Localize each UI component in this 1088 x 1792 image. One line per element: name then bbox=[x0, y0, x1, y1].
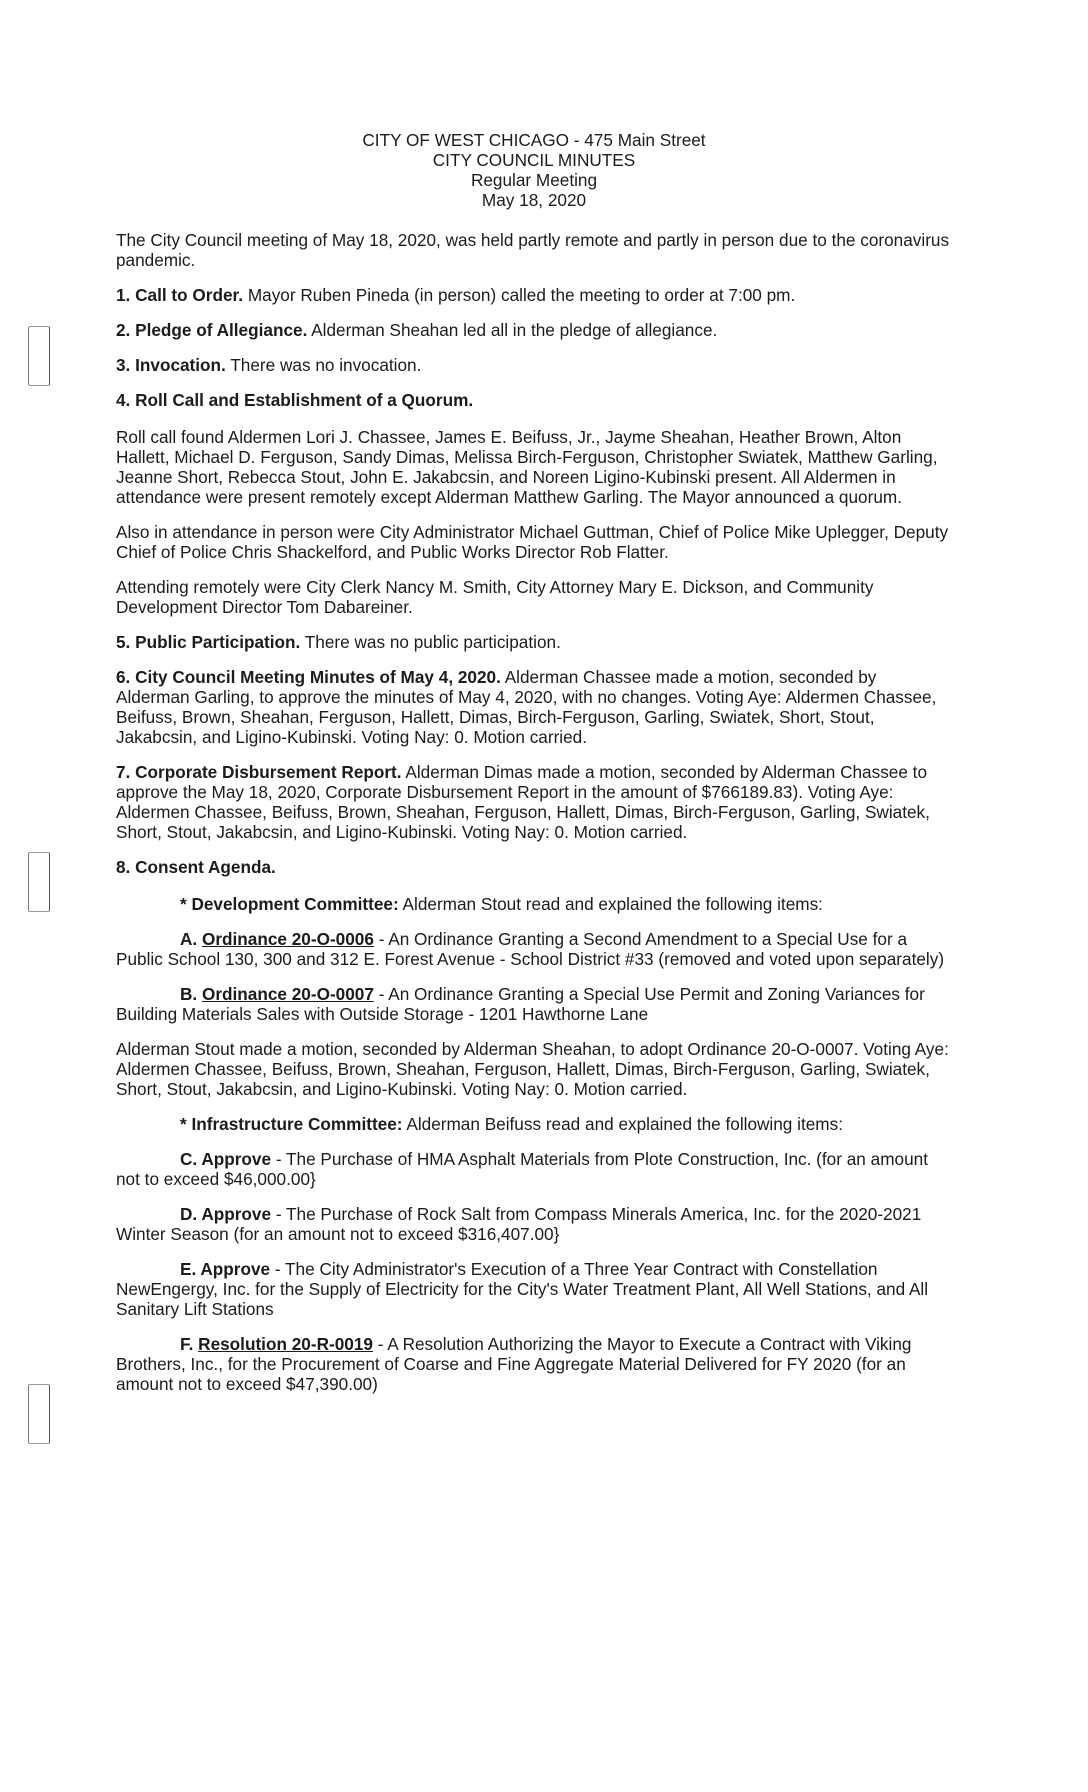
item-text: - The Purchase of Rock Salt from Compass Minerals America, Inc. for the 2020-2021 Winter Season (for an amount not to exceed $316,407.00} bbox=[116, 1204, 922, 1244]
ordinance-link: Ordinance 20-O-0007 bbox=[201, 984, 374, 1004]
consent-item-c bbox=[116, 1149, 952, 1189]
committee-text: Alderman Stout read and explained the following items: bbox=[398, 894, 823, 914]
item-heading: 4. Roll Call and Establishment of a Quorum. bbox=[116, 390, 474, 410]
header-meeting-type: Regular Meeting bbox=[470, 170, 598, 190]
item-consent-agenda bbox=[116, 857, 952, 877]
item-heading: 2. Pledge of Allegiance. bbox=[116, 320, 308, 340]
committee-heading: * Development Committee: bbox=[180, 894, 399, 914]
document-header bbox=[116, 130, 952, 210]
header-title: CITY COUNCIL MINUTES bbox=[432, 150, 636, 170]
item-heading: 6. City Council Meeting Minutes of May 4, 2020. bbox=[116, 667, 501, 687]
item-heading: 1. Call to Order. bbox=[116, 285, 244, 305]
header-date: May 18, 2020 bbox=[481, 190, 587, 210]
item-text: There was no public participation. bbox=[300, 632, 561, 652]
item-public-participation bbox=[116, 632, 952, 652]
header-city-address: CITY OF WEST CHICAGO - 475 Main Street bbox=[362, 130, 706, 150]
item-text: - A Resolution Authorizing the Mayor to Execute a Contract with Viking Brothers, Inc., for the Procurement of Coarse and Fine Aggregate Material Delivered for FY 2020 (for an amount not to exceed $47,390.00) bbox=[116, 1334, 912, 1394]
binder-hole-mark bbox=[28, 1384, 50, 1444]
item-text: - An Ordinance Granting a Second Amendment to a Special Use for a Public School 130, 300 and 312 E. Forest Avenue - School District #33 (removed and voted upon separately) bbox=[116, 929, 945, 969]
infrastructure-committee bbox=[116, 1114, 952, 1134]
motion-ordinance-b: Alderman Stout made a motion, seconded by Alderman Sheahan, to adopt Ordinance 20-O-0007. Voting Aye: Aldermen Chassee, Beifuss, Brown, Sheahan, Ferguson, Hallett, Dimas, Birch-Ferguson, Garling, Swiatek, Short, Stout, Jakabcsin, and Ligino-Kubinski. Voting Nay: 0. Motion carried. bbox=[116, 1039, 949, 1099]
item-heading: 8. Consent Agenda. bbox=[116, 857, 276, 877]
item-heading: 7. Corporate Disbursement Report. bbox=[116, 762, 402, 782]
development-committee bbox=[116, 894, 952, 914]
item-text: Alderman Sheahan led all in the pledge of allegiance. bbox=[307, 320, 718, 340]
binder-hole-mark bbox=[28, 852, 50, 912]
item-letter: F. bbox=[180, 1334, 194, 1354]
consent-item-e bbox=[116, 1259, 952, 1319]
intro-paragraph: The City Council meeting of May 18, 2020, was held partly remote and partly in person due to the coronavirus pandemic. bbox=[116, 230, 950, 270]
consent-item-a bbox=[116, 929, 952, 969]
minutes-document bbox=[116, 130, 952, 1409]
item-call-to-order bbox=[116, 285, 952, 305]
item-pledge bbox=[116, 320, 952, 340]
committee-heading: * Infrastructure Committee: bbox=[180, 1114, 403, 1134]
attendance-remote-paragraph: Attending remotely were City Clerk Nancy M. Smith, City Attorney Mary E. Dickson, and Community Development Director Tom Dabareiner. bbox=[116, 577, 874, 617]
item-text: Alderman Dimas made a motion, seconded by Alderman Chassee to approve the May 18, 2020, Corporate Disbursement Report in the amount of $766189.83). Voting Aye: Aldermen Chassee, Beifuss, Brown, Sheahan, Ferguson, Hallett, Dimas, Birch-Ferguson, Garling, Swiatek, Short, Stout, Jakabcsin, and Ligino-Kubinski. Voting Nay: 0. Motion carried. bbox=[116, 762, 930, 842]
consent-item-f bbox=[116, 1334, 952, 1394]
item-text: - The City Administrator's Execution of a Three Year Contract with Constellation NewEngergy, Inc. for the Supply of Electricity for the City's Water Treatment Plant, All Well Stations, and All Sanitary Lift Stations bbox=[116, 1259, 929, 1319]
item-text: - The Purchase of HMA Asphalt Materials from Plote Construction, Inc. (for an amount not to exceed $46,000.00} bbox=[116, 1149, 928, 1189]
item-letter: B. bbox=[180, 984, 198, 1004]
item-heading: E. Approve bbox=[180, 1259, 271, 1279]
committee-text: Alderman Beifuss read and explained the following items: bbox=[402, 1114, 843, 1134]
item-text: Alderman Chassee made a motion, seconded by Alderman Garling, to approve the minutes of May 4, 2020, with no changes. Voting Aye: Aldermen Chassee, Beifuss, Brown, Sheahan, Ferguson, Hallett, Dimas, Birch-Ferguson, Garling, Swiatek, Short, Stout, Jakabcsin, and Ligino-Kubinski. Voting Nay: 0. Motion carried. bbox=[116, 667, 937, 747]
item-disbursement-report bbox=[116, 762, 952, 842]
item-heading: 5. Public Participation. bbox=[116, 632, 301, 652]
binder-hole-mark bbox=[28, 326, 50, 386]
resolution-link: Resolution 20-R-0019 bbox=[198, 1334, 373, 1354]
item-heading: D. Approve bbox=[180, 1204, 272, 1224]
item-heading: 3. Invocation. bbox=[116, 355, 226, 375]
item-invocation bbox=[116, 355, 952, 375]
item-text: Mayor Ruben Pineda (in person) called the meeting to order at 7:00 pm. bbox=[243, 285, 796, 305]
item-text: There was no invocation. bbox=[225, 355, 422, 375]
ordinance-link: Ordinance 20-O-0006 bbox=[201, 929, 374, 949]
attendance-in-person-paragraph: Also in attendance in person were City Administrator Michael Guttman, Chief of Police Mike Uplegger, Deputy Chief of Police Chris Shackelford, and Public Works Director Rob Flatter. bbox=[116, 522, 949, 562]
consent-item-b bbox=[116, 984, 952, 1024]
item-minutes bbox=[116, 667, 952, 747]
roll-call-paragraph: Roll call found Aldermen Lori J. Chassee, James E. Beifuss, Jr., Jayme Sheahan, Heather Brown, Alton Hallett, Michael D. Ferguson, Sandy Dimas, Melissa Birch-Ferguson, Christopher Swiatek, Matthew Garling, Jeanne Short, Rebecca Stout, John E. Jakabcsin, and Noreen Ligino-Kubinski present. All Aldermen in attendance were present remotely except Alderman Matthew Garling. The Mayor announced a quorum. bbox=[116, 427, 938, 507]
item-heading: C. Approve bbox=[180, 1149, 272, 1169]
item-text: - An Ordinance Granting a Special Use Permit and Zoning Variances for Building Materials Sales with Outside Storage - 1201 Hawthorne Lane bbox=[116, 984, 925, 1024]
item-letter: A. bbox=[180, 929, 198, 949]
consent-item-d bbox=[116, 1204, 952, 1244]
item-roll-call bbox=[116, 390, 952, 410]
